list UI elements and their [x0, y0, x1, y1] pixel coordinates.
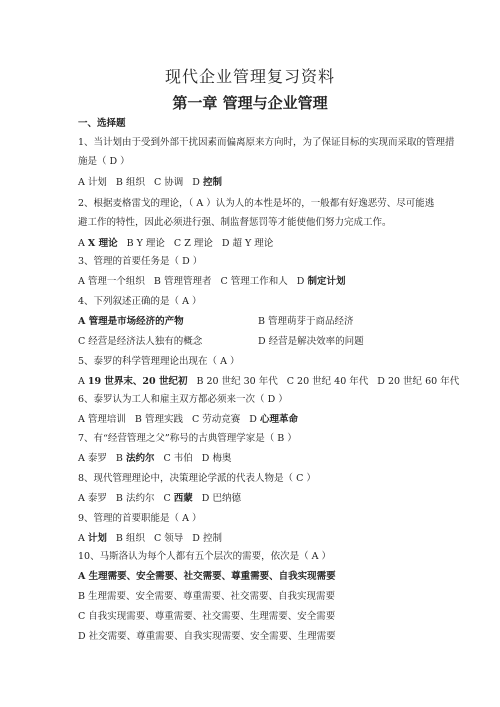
option-text: 计划 — [87, 177, 107, 188]
option-letter: A — [78, 177, 85, 188]
question-5-text: 5、泰罗的科学管理理论出现在（ A ） — [78, 356, 240, 367]
option-text: 管理一个组织 — [87, 276, 145, 287]
option-letter: B — [115, 453, 123, 464]
option-letter: B — [126, 238, 134, 249]
question-1-options — [78, 177, 418, 189]
option-letter: C — [220, 276, 228, 287]
option-letter: D — [249, 414, 257, 425]
question-8-text: 8、现代管理理论中，决策理论学派的代表人物是（ C ） — [78, 473, 316, 484]
q6-option-c — [192, 414, 240, 426]
q6-option-a — [78, 414, 126, 426]
option-letter: B — [115, 533, 123, 544]
option-letter: A — [78, 453, 85, 464]
question-2-text-cont: 避工作的特性，因此必须进行强、制监督惩罚等才能使他们努力完成工作。 — [78, 217, 392, 228]
question-9-text: 9、管理的首要职能是（ A ） — [78, 513, 202, 524]
q3-option-b — [154, 276, 212, 288]
q5-option-c — [287, 376, 369, 388]
option-letter: D — [192, 533, 200, 544]
q2-option-a — [78, 238, 118, 250]
option-text: 管理实践 — [144, 414, 183, 425]
q2-option-c — [174, 238, 213, 250]
option-text: 管理管理者 — [163, 276, 212, 287]
option-text: 管理培训 — [87, 414, 126, 425]
option-text: 泰罗 — [87, 453, 107, 464]
option-text: 组织 — [125, 533, 145, 544]
q8-option-a — [78, 493, 107, 505]
option-letter: B — [196, 376, 204, 387]
question-2-text: 2、根据麦格雷戈的理论，（ A ）认为人的本性是坏的，一般都有好逸恶劳、尽可能逃 — [78, 198, 435, 209]
q8-option-b — [116, 493, 155, 505]
question-10-option-d: D 社交需要、尊重需要、自我实现需要、安全需要、生理需要 — [78, 631, 336, 642]
question-8-options — [78, 493, 418, 505]
option-letter: C — [286, 376, 295, 387]
section-heading: 一、选择题 — [78, 118, 126, 129]
option-text: 领导 — [164, 533, 184, 544]
option-text: Y 理论 — [136, 238, 165, 249]
option-letter: D — [221, 238, 230, 249]
option-letter: B — [115, 493, 123, 504]
question-1-text-cont: 施是（ D ） — [78, 156, 130, 167]
option-letter: C — [163, 453, 171, 464]
question-4-option-c: C 经营是经济法人独有的概念 — [78, 336, 203, 347]
option-letter: C — [173, 238, 182, 249]
option-text: 巴纳德 — [212, 493, 241, 504]
question-1-text: 1、当计划由于受到外部干扰因素而偏离原来方向时，为了保证目标的实现而采取的管理措 — [78, 137, 455, 148]
q6-option-b — [135, 414, 183, 426]
question-4-option-b: B 管理萌芽于商品经济 — [258, 316, 354, 327]
option-letter: D — [296, 276, 305, 287]
question-2-options — [78, 238, 418, 250]
q2-option-d — [222, 238, 273, 250]
option-text: 心理革命 — [259, 414, 298, 425]
q9-option-c — [154, 533, 183, 545]
option-text: 控制 — [202, 177, 222, 188]
chapter-heading: 第一章 管理与企业管理 — [172, 94, 328, 112]
option-text: 劳动竞赛 — [202, 414, 241, 425]
q2-option-b — [127, 238, 165, 250]
option-letter: A — [78, 414, 85, 425]
q1-option-d — [192, 177, 222, 189]
q8-option-d — [202, 493, 241, 505]
option-text: 梅奥 — [212, 453, 232, 464]
question-10-text: 10、马斯洛认为每个人都有五个层次的需要，依次是（ A ） — [78, 551, 331, 562]
document-title: 现代企业管理复习资料 — [164, 67, 335, 86]
question-6-options — [78, 414, 418, 426]
option-text: 20 世纪 30 年代 — [206, 376, 278, 387]
question-4-option-a: A 管理是市场经济的产物 — [78, 316, 184, 327]
option-text: 组织 — [125, 177, 145, 188]
option-letter: D — [377, 376, 385, 387]
question-5-options — [78, 376, 460, 388]
option-letter: B — [153, 276, 161, 287]
option-letter: C — [153, 533, 162, 544]
option-letter: A — [78, 533, 85, 544]
option-text: 泰罗 — [87, 493, 107, 504]
option-text: 20 世纪 40 年代 — [297, 376, 369, 387]
option-text: 制定计划 — [307, 276, 346, 287]
question-10-option-b: B 生理需要、安全需要、尊重需要、社交需要、自我实现需要 — [78, 591, 336, 602]
q9-option-b — [116, 533, 145, 545]
q5-option-a — [78, 376, 187, 388]
option-text: 管理工作和人 — [230, 276, 288, 287]
q3-option-c — [220, 276, 287, 288]
option-letter: B — [134, 414, 142, 425]
q1-option-a — [78, 177, 107, 189]
option-text: 韦伯 — [173, 453, 193, 464]
question-3-options — [78, 276, 418, 288]
option-letter: D — [201, 453, 210, 464]
question-7-options — [78, 453, 418, 465]
question-4-options-row2 — [78, 336, 418, 348]
option-text: 19 世界末、20 世纪初 — [87, 376, 188, 387]
q5-option-d — [377, 376, 459, 388]
question-4-options-row1 — [78, 316, 418, 328]
question-7-text: 7、有“经营管理之父”称号的古典管理学家是（ B ） — [78, 433, 297, 444]
option-letter: D — [192, 177, 200, 188]
option-letter: A — [78, 376, 85, 387]
option-text: 法约尔 — [125, 453, 155, 464]
q7-option-c — [163, 453, 192, 465]
q3-option-a — [78, 276, 145, 288]
q7-option-d — [202, 453, 232, 465]
option-text: 计划 — [87, 533, 107, 544]
q3-option-d — [297, 276, 346, 288]
option-letter: B — [115, 177, 123, 188]
q7-option-b — [116, 453, 155, 465]
option-letter: D — [201, 493, 210, 504]
option-text: 20 世纪 60 年代 — [387, 376, 460, 387]
option-letter: C — [153, 177, 162, 188]
option-text: 控制 — [202, 533, 222, 544]
option-text: 西蒙 — [173, 493, 193, 504]
question-4-text: 4、下列叙述正确的是（ A ） — [78, 296, 202, 307]
q8-option-c — [163, 493, 192, 505]
option-text: 协调 — [164, 177, 184, 188]
question-3-text: 3、管理的首要任务是（ D ） — [78, 256, 203, 267]
q9-option-d — [192, 533, 222, 545]
option-text: X 理论 — [87, 238, 118, 249]
option-text: Z 理论 — [184, 238, 213, 249]
question-9-options — [78, 533, 418, 545]
q7-option-a — [78, 453, 107, 465]
option-letter: C — [163, 493, 171, 504]
option-letter: A — [78, 493, 85, 504]
option-letter: A — [78, 276, 85, 287]
option-letter: A — [78, 238, 85, 249]
option-text: 法约尔 — [125, 493, 155, 504]
q1-option-c — [154, 177, 183, 189]
option-text: 超 Y 理论 — [232, 238, 274, 249]
question-10-option-c: C 自我实现需要、尊重需要、社交需要、生理需要、安全需要 — [78, 611, 336, 622]
question-4-option-d: D 经营是解决效率的问题 — [258, 336, 364, 347]
question-6-text: 6、泰罗认为工人和雇主双方都必须来一次（ D ） — [78, 394, 288, 405]
question-10-option-a: A 生理需要、安全需要、社交需要、尊重需要、自我实现需要 — [78, 571, 336, 582]
q1-option-b — [116, 177, 145, 189]
q5-option-b — [196, 376, 277, 388]
q9-option-a — [78, 533, 107, 545]
option-letter: C — [191, 414, 200, 425]
q6-option-d — [249, 414, 298, 426]
